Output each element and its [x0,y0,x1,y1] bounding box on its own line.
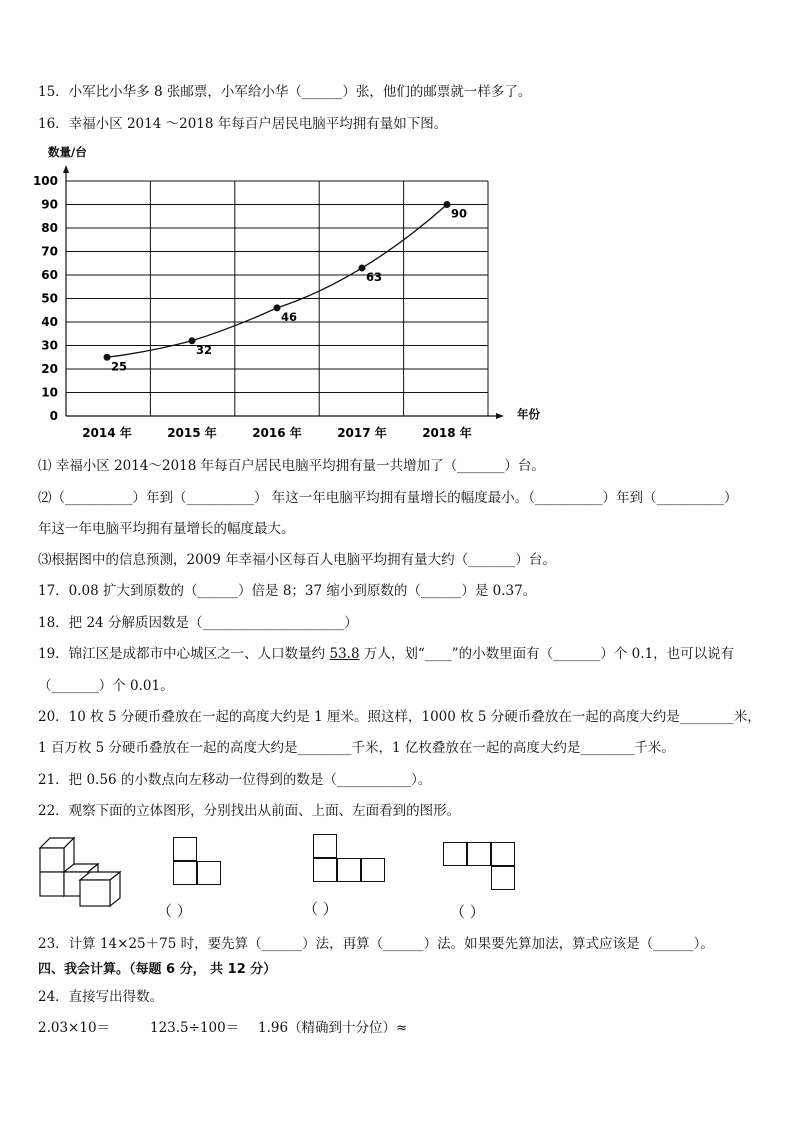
question-16-2b: 年这一年电脑平均拥有量增长的幅度最大。 [38,521,295,537]
answer-paren-1[interactable]: （ ） [157,902,192,920]
question-16-2a: ⑵（__________）年到（__________） 年这一年电脑平均拥有量增长的幅度最小。（__________）年到（__________） [38,490,738,506]
question-19a [38,644,734,664]
view-figure-a [173,837,223,887]
y-tick-label: 30 [41,338,58,353]
question-18: 18．把 24 分解质因数是（_____________________） [38,615,358,631]
y-axis-arrow [63,165,69,173]
y-tick-label: 50 [41,291,58,306]
data-points [104,201,468,373]
x-tick-labels [82,425,472,440]
view-figure-c [443,842,519,894]
y-tick-label: 100 [32,174,58,188]
y-tick-label: 20 [41,362,58,376]
cube-stack-figure [38,836,128,912]
q19-pre: 19．锦江区是成都市中心城区之一、人口数量约 [38,646,330,662]
x-tick-label: 2017 年 [337,426,387,440]
y-tick-label: 80 [41,221,58,235]
question-16: 16．幸福小区 2014 ～2018 年每百户居民电脑平均拥有量如下图。 [38,116,448,132]
question-22: 22．观察下面的立体图形，分别找出从前面、上面、左面看到的图形。 [38,803,461,819]
y-tick-label: 40 [41,315,58,329]
y-axis-label: 数量/台 [48,145,87,159]
q24-item-1: 2.03×10＝ [38,1020,111,1036]
q24-item-3: 1.96（精确到十分位）≈ [258,1020,408,1036]
y-tick-label: 10 [41,385,58,400]
x-axis-label: 年份 [517,407,540,421]
question-20a: 20．10 枚 5 分硬币叠放在一起的高度大约是 1 厘米。照这样，1000 枚 5 分硬币叠放在一起的高度大约是________米， [38,709,761,725]
answer-paren-2[interactable]: （ ） [303,900,338,918]
question-16-1: ⑴ 幸福小区 2014～2018 年每百户居民电脑平均拥有量一共增加了（_______）台。 [38,458,545,474]
x-tick-label: 2016 年 [252,426,302,440]
view-figure-b [313,834,389,886]
data-point [359,264,366,271]
data-point [444,201,451,208]
data-point [274,304,281,311]
question-15: 15．小军比小华多 8 张邮票，小军给小华（______）张，他们的邮票就一样多了。 [38,84,532,100]
chart-axes [63,165,504,419]
chart-grid [66,181,488,416]
question-19b: （_______）个 0.01。 [38,678,174,694]
x-axis-arrow [496,413,504,419]
question-20b: 1 百万枚 5 分硬币叠放在一起的高度大约是________千米，1 亿枚叠放在一起的高度大约是________千米。 [38,740,675,756]
question-16-3: ⑶根据图中的信息预测，2009 年幸福小区每百人电脑平均拥有量大约（_______）台。 [38,552,556,568]
y-tick-label: 70 [41,244,58,259]
data-label: 32 [196,342,213,357]
x-tick-label: 2014 年 [82,426,132,440]
data-point [104,354,111,361]
data-label: 46 [281,309,298,324]
question-21: 21．把 0.56 的小数点向左移动一位得到的数是（___________）。 [38,772,432,788]
y-tick-label: 60 [41,268,58,282]
y-tick-labels [33,174,58,423]
q24-item-2: 123.5÷100＝ [150,1020,240,1036]
x-tick-label: 2015 年 [167,426,217,440]
answer-paren-3[interactable]: （ ） [450,903,485,921]
series-line [107,205,447,358]
data-label: 90 [451,206,468,221]
question-23: 23．计算 14×25＋75 时，要先算（______）法，再算（______）法。如果要先算加法，算式应该是（______）。 [38,936,714,952]
question-17: 17．0.08 扩大到原数的（______）倍是 8；37 缩小到原数的（______）是 0.37。 [38,583,537,599]
q19-number: 53.8 [329,646,360,662]
data-label: 63 [366,269,383,284]
question-24: 24．直接写出得数。 [38,989,164,1005]
y-tick-label: 0 [49,409,58,423]
section-4-heading: 四、我会计算。（每题 6 分， 共 12 分） [38,962,277,977]
y-tick-label: 90 [41,197,58,212]
q19-post: 万人，划“____”的小数里面有（_______）个 0.1，也可以说有 [359,646,735,662]
x-tick-label: 2018 年 [422,426,472,440]
line-chart [0,138,560,448]
data-label: 25 [111,359,128,374]
data-point [189,337,196,344]
